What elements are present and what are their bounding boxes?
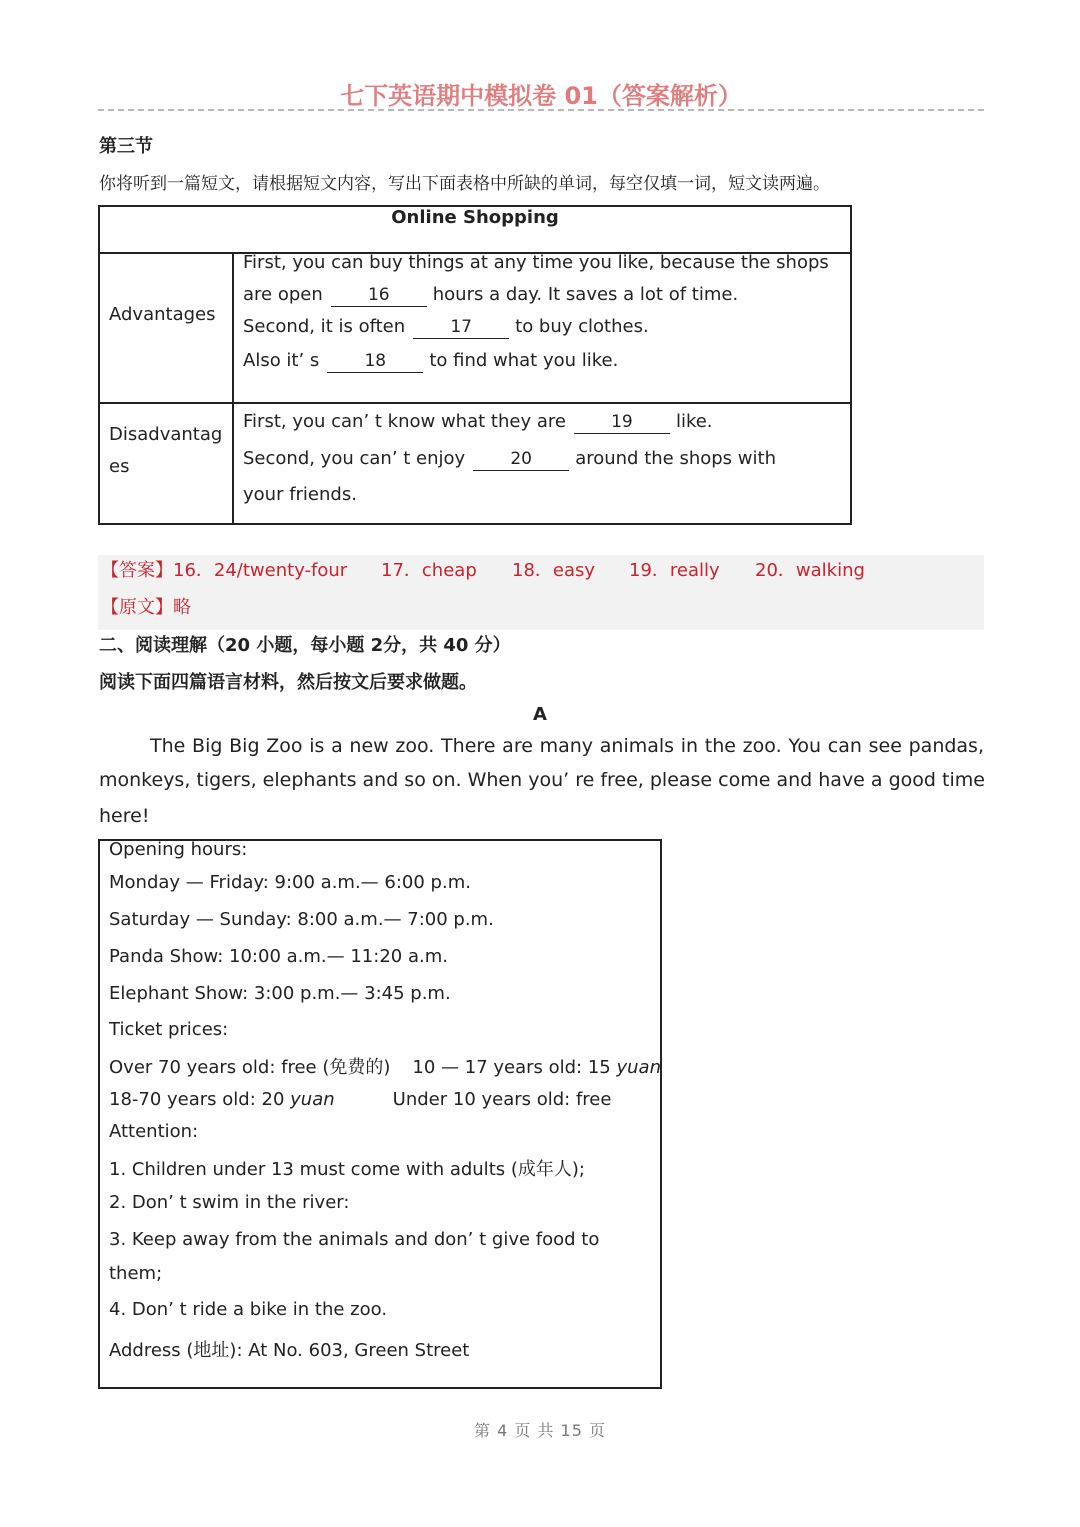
price-10-17: 10 — 17 years old: 15 — [412, 1057, 611, 1078]
reading-heading: 二、阅读理解（20 小题，每小题 2分，共 40 分） — [99, 635, 511, 656]
yuan-unit: yuan — [616, 1057, 661, 1078]
zoo-address: Address (地址): At No. 603, Green Street — [109, 1340, 470, 1361]
adv-line-4 — [243, 350, 618, 373]
dis-line-2-pre: Second, you can’ t enjoy — [243, 448, 466, 469]
adv-line-3-pre: Second, it is often — [243, 316, 406, 337]
rule-3-cont: them; — [109, 1263, 163, 1284]
zoo-info-box — [98, 839, 662, 1389]
rule-1: 1. Children under 13 must come with adults (成年人); — [109, 1159, 585, 1180]
disadvantages-label — [109, 419, 222, 483]
adv-line-3-post: to buy clothes. — [515, 316, 649, 337]
table-title-row — [100, 207, 850, 254]
online-shopping-table — [98, 205, 852, 525]
adv-line-2 — [243, 284, 738, 307]
original-label: 【原文】 — [101, 597, 173, 618]
dis-line-2 — [243, 448, 776, 471]
price-18-70: 18-70 years old: 20 — [109, 1089, 285, 1110]
section-instructions: 你将听到一篇短文，请根据短文内容，写出下面表格中所缺的单词，每空仅填一词，短文读两遍。 — [99, 174, 830, 194]
table-title: Online Shopping — [391, 207, 559, 228]
title-divider — [98, 109, 984, 111]
price-over-70: Over 70 years old: free (免费的) — [109, 1057, 391, 1078]
passage-line-3: here! — [99, 805, 150, 827]
ticket-prices-label: Ticket prices: — [109, 1019, 229, 1040]
answer-18: 18．easy — [512, 560, 596, 581]
dis-line-1-post: like. — [675, 411, 713, 432]
dis-line-3: your friends. — [243, 484, 357, 505]
panda-show-time: Panda Show: 10:00 a.m.— 11:20 a.m. — [109, 946, 448, 967]
answer-20: 20．walking — [755, 560, 865, 581]
blank-19: 19 — [574, 411, 670, 434]
rule-3: 3. Keep away from the animals and don’ t give food to — [109, 1229, 600, 1250]
ticket-prices-row-2 — [109, 1089, 611, 1110]
dis-line-1 — [243, 411, 713, 434]
blank-17: 17 — [413, 316, 509, 339]
adv-line-1: First, you can buy things at any time you like, because the shops — [243, 252, 829, 273]
rule-2: 2. Don’ t swim in the river: — [109, 1192, 350, 1213]
opening-hours-label: Opening hours: — [109, 839, 248, 860]
row-divider — [100, 402, 850, 404]
advantages-label: Advantages — [109, 304, 216, 325]
ticket-prices-row-1 — [109, 1053, 661, 1079]
answer-label: 【答案】 — [101, 560, 173, 581]
section-heading: 第三节 — [99, 136, 153, 157]
rule-4: 4. Don’ t ride a bike in the zoo. — [109, 1299, 388, 1320]
blank-18: 18 — [327, 350, 423, 373]
disadvantages-label-line1: Disadvantag — [109, 424, 223, 445]
reading-instructions: 阅读下面四篇语言材料，然后按文后要求做题。 — [99, 672, 477, 693]
answer-16: 16．24/twenty-four — [173, 560, 348, 581]
answer-19: 19．really — [629, 560, 720, 581]
blank-16: 16 — [331, 284, 427, 307]
attention-label: Attention: — [109, 1121, 199, 1142]
adv-line-3 — [243, 316, 649, 339]
elephant-show-time: Elephant Show: 3:00 p.m.— 3:45 p.m. — [109, 983, 451, 1004]
disadvantages-label-line2: es — [109, 456, 130, 477]
page-title: 七下英语期中模拟卷 01（答案解析） — [340, 82, 742, 110]
price-under-10: Under 10 years old: free — [392, 1089, 612, 1110]
answer-line — [101, 556, 865, 582]
blank-20: 20 — [473, 448, 569, 471]
passage-letter: A — [533, 704, 547, 725]
column-divider — [232, 254, 234, 523]
adv-line-4-pre: Also it’ s — [243, 350, 320, 371]
dis-line-2-post: around the shops with — [575, 448, 776, 469]
weekend-hours: Saturday — Sunday: 8:00 a.m.— 7:00 p.m. — [109, 909, 494, 930]
passage-line-1: The Big Big Zoo is a new zoo. There are many animals in the zoo. You can see pandas, — [150, 735, 984, 757]
dis-line-1-pre: First, you can’ t know what they are — [243, 411, 566, 432]
answer-box — [98, 555, 984, 630]
adv-line-2-post: hours a day. It saves a lot of time. — [432, 284, 739, 305]
passage-line-2: monkeys, tigers, elephants and so on. When you’ re free, please come and have a good time — [99, 769, 985, 791]
adv-line-2-pre: are open — [243, 284, 323, 305]
adv-line-4-post: to find what you like. — [429, 350, 619, 371]
original-text: 略 — [173, 597, 191, 618]
yuan-unit: yuan — [290, 1089, 335, 1110]
original-line — [101, 593, 191, 619]
answer-17: 17．cheap — [381, 560, 477, 581]
page-number: 第 4 页 共 15 页 — [474, 1421, 606, 1440]
weekday-hours: Monday — Friday: 9:00 a.m.— 6:00 p.m. — [109, 872, 471, 893]
